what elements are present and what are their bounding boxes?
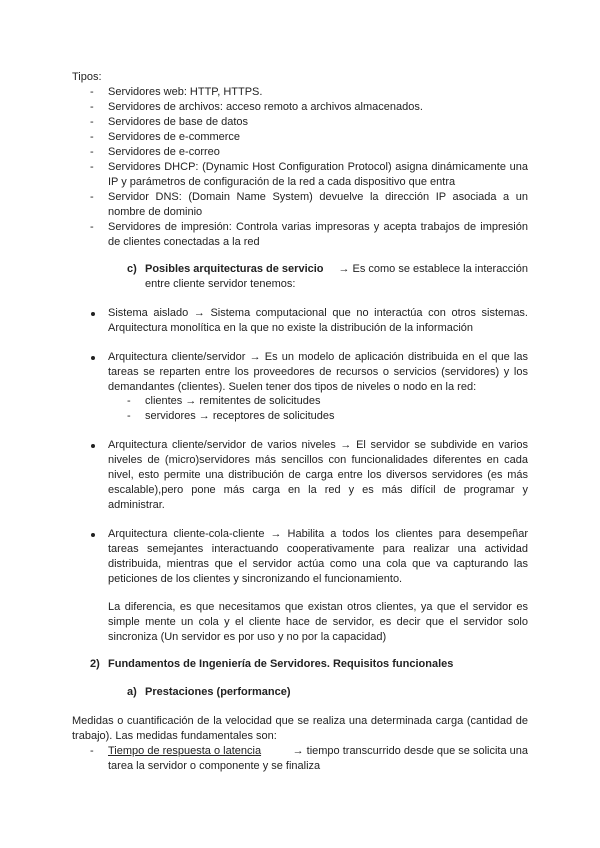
bullet-text: escalable),pero pone más carga en la red y es más difícil de programar y — [108, 484, 528, 496]
section-a-marker: a) — [127, 686, 137, 698]
sub-item: clientes → remitentes de solicitudes — [145, 395, 321, 407]
paragraph-line: La diferencia, es que necesitamos que existan otros clientes, ya que el servidor es — [108, 601, 528, 613]
section-2-title: Fundamentos de Ingeniería de Servidores. Requisitos funcionales — [108, 658, 454, 670]
bullet-text: niveles de (micro)servidores más sencillos con funcionalidades diferentes en cada — [108, 454, 528, 466]
bullet-text: tareas se reparten entre los proveedores de recursos o servicios (servidores) y los — [108, 366, 528, 378]
list-item-cont: de clientes conectadas a la red — [108, 236, 260, 248]
section-a-title: Prestaciones (performance) — [145, 686, 291, 698]
dash: - — [127, 395, 131, 407]
paragraph-line: simple mente un cola y el cliente hace de servidor, es decir que el servidor solo — [108, 616, 528, 628]
sub-item: servidores → receptores de solicitudes — [145, 410, 335, 422]
bullet-text: Arquitectura cliente/servidor de varios niveles → El servidor se subdivide en varios — [108, 439, 528, 451]
term-latency: Tiempo de respuesta o latencia — [108, 745, 262, 757]
dash: - — [90, 86, 94, 98]
bullet-text: peticiones de los clientes y sincronizando el funcionamiento. — [108, 573, 403, 585]
list-item-cont: IP y parámetros de configuración de la red a cada dispositivo que entra — [108, 176, 456, 188]
list-item: Servidores de archivos: acceso remoto a archivos almacenados. — [108, 101, 423, 113]
section-2-marker: 2) — [90, 658, 100, 670]
dash: - — [90, 116, 94, 128]
bullet-text: Arquitectura cliente/servidor → Es un modelo de aplicación distribuida en el que las — [108, 351, 528, 363]
section-c-marker: c) — [127, 263, 137, 275]
bullet-text: Sistema aislado → Sistema computacional que no interactúa con otros sistemas. — [108, 307, 528, 319]
list-item: Servidores DHCP: (Dynamic Host Configuration Protocol) asigna dinámicamente una — [108, 161, 528, 173]
bullet-text: nivel, esto permite una distribución de carga entre los diversos servidores (es más — [108, 469, 528, 481]
list-item: Servidor DNS: (Domain Name System) devuelve la dirección IP asociada a un — [108, 191, 528, 203]
list-item: Servidores de base de datos — [108, 116, 249, 128]
term-definition-cont: tarea la servidor o componente y se finaliza — [108, 760, 321, 772]
list-item-cont: nombre de dominio — [108, 206, 203, 218]
bullet-text: administrar. — [108, 499, 165, 511]
dash: - — [90, 146, 94, 158]
bullet-text: distribuida, mientras que el servidor actúa como una cola que va capturando las — [108, 558, 528, 570]
paragraph-line: trabajo). Las medidas fundamentales son: — [72, 730, 277, 742]
bullet-dot — [91, 312, 95, 316]
section-c-text-cont: entre cliente servidor tenemos: — [145, 278, 296, 290]
list-item: Servidores web: HTTP, HTTPS. — [108, 86, 263, 98]
bullet-dot — [91, 356, 95, 360]
paragraph-line: sincroniza (Un servidor es por uso y no por la capacidad) — [108, 631, 387, 643]
bullet-dot — [91, 533, 95, 537]
dash: - — [90, 191, 94, 203]
dash: - — [127, 410, 131, 422]
section-c-text: → Es como se establece la interacción — [338, 263, 528, 275]
dash: - — [90, 131, 94, 143]
list-item: Servidores de impresión: Controla varias impresoras y acepta trabajos de impresión — [108, 221, 528, 233]
bullet-text: demandantes (clientes). Suelen tener dos tipos de niveles o nodo en la red: — [108, 381, 477, 393]
bullet-text: Arquitectura cliente-cola-cliente → Habilita a todos los clientes para desempeñar — [108, 528, 528, 540]
list-item: Servidores de e-correo — [108, 146, 220, 158]
tipos-label: Tipos: — [72, 71, 102, 83]
dash: - — [90, 101, 94, 113]
term-definition: → tiempo transcurrido desde que se solicita una — [292, 745, 528, 757]
list-item: Servidores de e-commerce — [108, 131, 241, 143]
bullet-text: Arquitectura monolítica en la que no existe la distribución de la información — [108, 322, 474, 334]
dash: - — [90, 221, 94, 233]
section-c-title: Posibles arquitecturas de servicio — [145, 263, 324, 275]
dash: - — [90, 161, 94, 173]
bullet-dot — [91, 444, 95, 448]
paragraph-line: Medidas o cuantificación de la velocidad que se realiza una determinada carga (cantidad de — [72, 715, 528, 727]
bullet-text: tareas semejantes interactuando cooperativamente para realizar una actividad — [108, 543, 528, 555]
dash: - — [90, 745, 94, 757]
